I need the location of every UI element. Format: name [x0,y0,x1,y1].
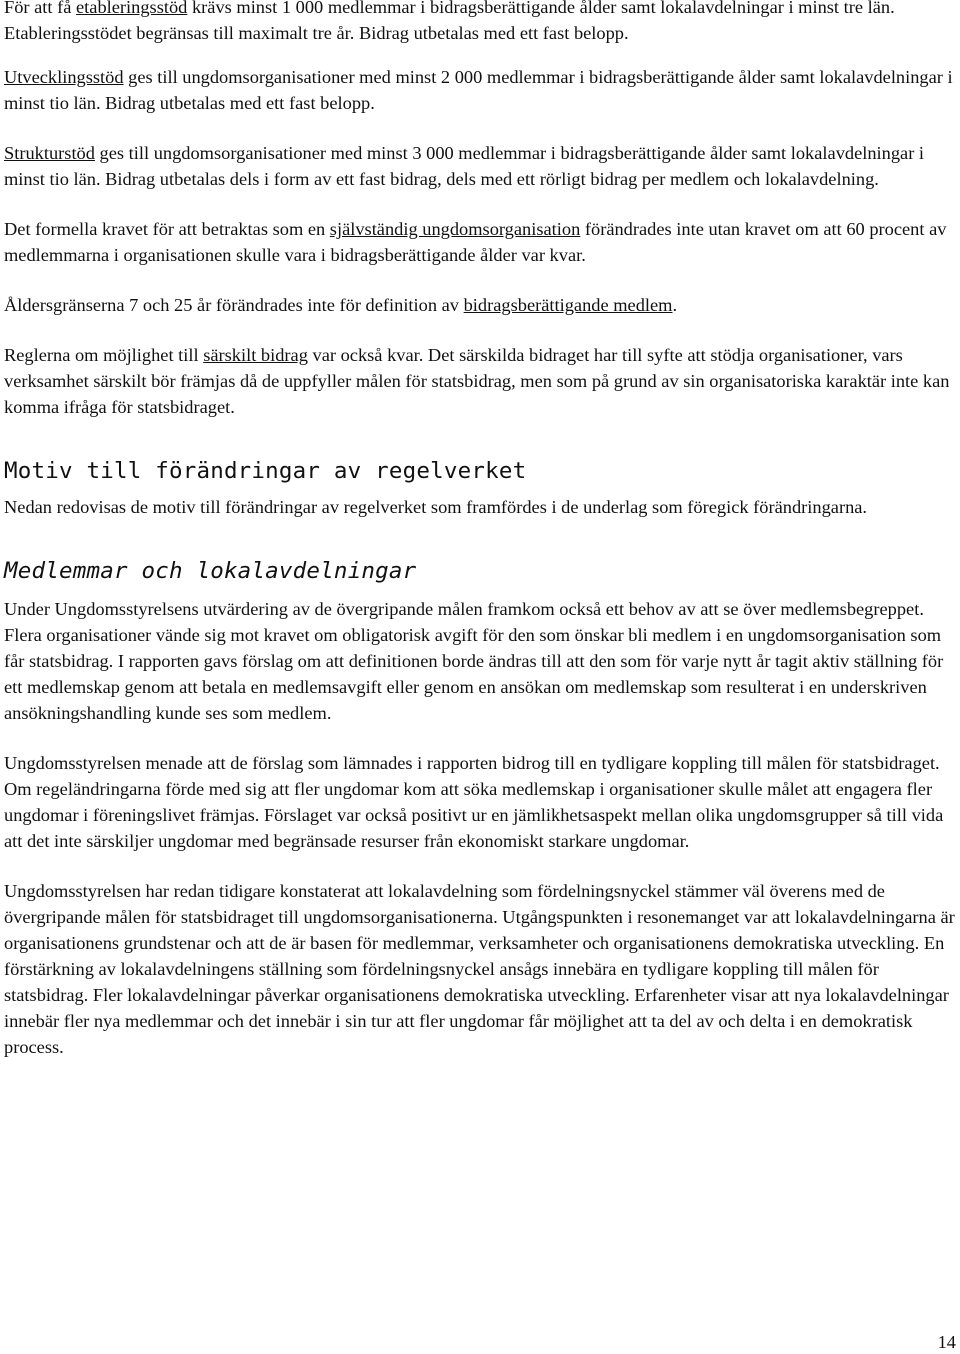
paragraph-aldersgranserna [4,292,956,318]
paragraph-etableringsstod [4,0,956,46]
link-strukturstod[interactable]: Strukturstöd [4,143,95,163]
link-etableringsstod[interactable]: etableringsstöd [76,0,188,17]
paragraph-text: ges till ungdomsorganisationer med minst 3 000 medlemmar i bidragsberättigande ålder samt lokalavdelningar i minst tio län. Bidrag utbetalas dels i form av ett fast bidrag, dels med ett rörligt bidrag per medlem och lokalavdelning. [4,143,925,189]
link-sjalvstandig-ungdomsorganisation[interactable]: självständig ungdomsorganisation [329,219,581,239]
paragraph-text: Åldersgränserna 7 och 25 år förändrades inte för definition av [4,295,464,315]
paragraph-text: Det formella kravet för att betraktas som en [4,219,330,239]
paragraph-formella-kravet [4,216,956,268]
paragraph-utvecklingsstod [4,64,956,116]
link-sarskilt-bidrag[interactable]: särskilt bidrag [203,345,308,365]
link-utvecklingsstod[interactable]: Utvecklingsstöd [4,67,124,87]
page-number: 14 [937,1332,956,1352]
section-heading: Motiv till förändringar av regelverket [4,458,527,484]
paragraph-ungdomsstyrelsen-menade: Ungdomsstyrelsen menade att de förslag som lämnades i rapporten bidrog till en tydligare koppling till målen för statsbidraget. Om regeländringarna förde med sig att fler ungdomar kom att söka medlemskap i organisationer skulle målet att engagera fler ungdomar i föreningslivet främjas. Förslaget var också positivt ur en jämlikhetsaspekt mellan olika ungdomsgrupper så till vida att det inte särskiljer ungdomar med begränsade resurser från ekonomiskt starkare ungdomar. [4,753,944,851]
paragraph-text: krävs minst 1 000 medlemmar i bidragsberättigande ålder samt lokalavdelningar i minst tre län. Etableringsstödet begränsas till maximalt tre år. Bidrag utbetalas med ett fast belopp. [4,0,895,43]
paragraph-sarskilt-bidrag [4,342,956,420]
document-page [4,0,956,1060]
paragraph-text: För att få [4,0,77,17]
paragraph-text: förändrades inte utan kravet om att 60 procent av medlemmarna i organisationen skulle vara i bidragsberättigande ålder var kvar. [4,219,947,265]
paragraph-lokalavdelning: Ungdomsstyrelsen har redan tidigare konstaterat att lokalavdelning som fördelningsnyckel stämmer väl överens med de övergripande målen för statsbidraget till ungdomsorganisationerna. Utgångspunkten i resonemanget var att lokalavdelningarna är organisationens grundstenar och att de är basen för medlemmar, verksamheter och organisationens demokratiska utveckling. En förstärkning av lokalavdelningens ställning som fördelningsnyckel ansågs innebära en tydligare koppling till målen för statsbidrag. Fler lokalavdelningar påverkar organisationens demokratiska utveckling. Erfarenheter visar att nya lokalavdelningar innebär fler nya medlemmar och det innebär i sin tur att fler ungdomar får möjlighet att ta del av och delta i en demokratisk process. [4,881,955,1057]
paragraph-text: Reglerna om möjlighet till [4,345,204,365]
subsection-heading: Medlemmar och lokalavdelningar [4,558,417,584]
paragraph-strukturstod [4,140,956,192]
paragraph-under-ungdomsstyrelsens: Under Ungdomsstyrelsens utvärdering av de övergripande målen framkom också ett behov av att se över medlemsbegreppet. Flera organisationer vände sig mot kravet om obligatorisk avgift för den som önskar bli medlem i en ungdomsorganisation som får statsbidrag. I rapporten gavs förslag om att definitionen borde ändras till att den som för varje nytt år tagit aktiv ställning för ett medlemskap genom att betala en medlemsavgift eller genom en ansökan om medlemskap som resulterat i en underskriven ansökningshandling kunde ses som medlem. [4,599,944,723]
paragraph-text: var också kvar. Det särskilda bidraget har till syfte att stödja organisationer, vars verksamhet särskilt bör främjas då de uppfyller målen för statsbidrag, men som på grund av sin organisatoriska karaktär inte kan komma ifråga för statsbidraget. [4,345,950,417]
paragraph-nedan-redovisas: Nedan redovisas de motiv till förändringar av regelverket som framfördes i de underlag som föregick förändringarna. [4,497,868,517]
paragraph-text: ges till ungdomsorganisationer med minst 2 000 medlemmar i bidragsberättigande ålder samt lokalavdelningar i minst tio län. Bidrag utbetalas med ett fast belopp. [4,67,953,113]
link-bidragsberattigande-medlem[interactable]: bidragsberättigande medlem [463,295,673,315]
paragraph-text: . [672,295,678,315]
